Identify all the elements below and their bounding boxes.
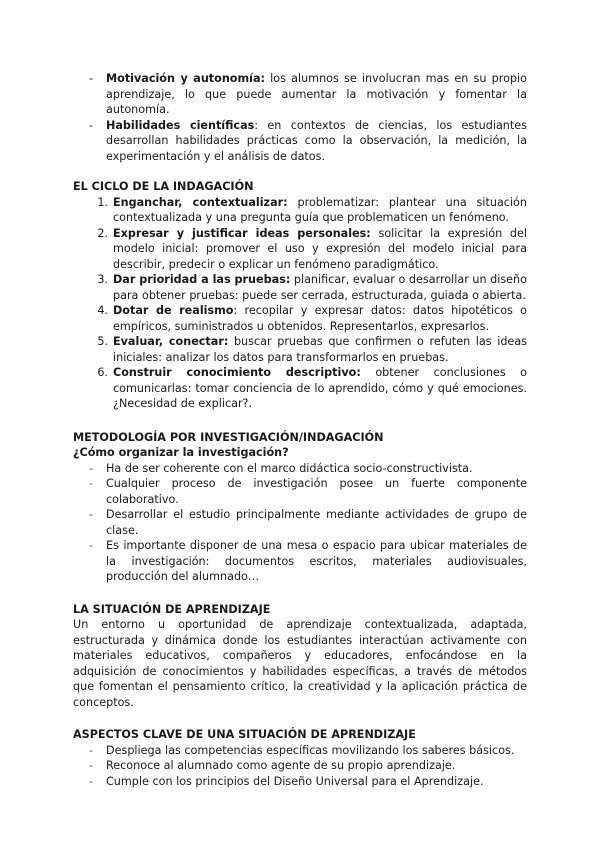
list-item [73,461,527,477]
list-item [73,507,527,538]
item-text: : en contextos de ciencias, los estudiantes desarrollan habilidades prácticas como la observación, la medición, la experimentación y el análisis de datos. [106,118,527,163]
item-text: Cualquier proceso de investigación posee un fuerte componente colaborativo. [106,477,527,506]
bullet-dash: - [89,72,94,85]
item-term: Dar prioridad a las pruebas: [113,273,291,286]
item-text: los alumnos se involucran mas en su propio aprendizaje, lo que puede aumentar la motivación y fomentar la autonomía. [106,72,527,116]
list-item [73,334,527,365]
item-term: Dotar de realismo [113,304,234,317]
bullet-dash: - [89,539,94,552]
list-item [73,476,527,507]
list-item [73,365,527,412]
item-term: Habilidades científicas [106,118,255,132]
bullet-dash: - [89,759,94,772]
item-term: Motivación y autonomía: [106,72,265,85]
list-item [73,118,527,165]
section-heading-methodology: METODOLOGÍA POR INVESTIGACIÓN/INDAGACIÓN [73,430,384,444]
list-item [73,195,527,226]
list-item [73,538,527,585]
bullet-dash: - [89,508,94,521]
item-term: Expresar y justificar ideas personales: [113,226,371,240]
bullet-dash: - [89,774,94,788]
item-number: 5. [97,335,108,348]
section-heading-situation: LA SITUACIÓN DE APRENDIZAJE [73,602,271,616]
bullet-dash: - [89,461,94,475]
list-item [73,743,527,759]
item-text: Cumple con los principios del Diseño Universal para el Aprendizaje. [106,774,484,788]
item-text: Reconoce al alumnado como agente de su propio aprendizaje. [106,759,456,772]
item-text: buscar pruebas que confirmen o refuten las ideas iniciales: analizar los datos para transformarlos en pruebas. [113,335,527,364]
item-term: Evaluar, conectar: [113,335,229,348]
item-number: 4. [97,304,108,317]
item-number: 3. [97,273,108,286]
item-term: Enganchar, contextualizar: [113,195,288,209]
list-item [73,303,527,334]
bullet-dash: - [89,118,94,132]
list-item [73,71,527,118]
section-subheading: ¿Cómo organizar la investigación? [73,446,289,459]
item-text: Desarrollar el estudio principalmente mediante actividades de grupo de clase. [106,508,527,537]
item-text: planificar, evaluar o desarrollar un diseño para obtener pruebas: puede ser cerrada, estructurada, guiada o abierta. [113,273,527,302]
item-text: Es importante disponer de una mesa o espacio para ubicar materiales de la investigación: documentos escritos, materiales audiovisuales, producción del alumnado… [106,539,527,583]
key-aspects-list [73,743,527,790]
item-text: Ha de ser coherente con el marco didáctica socio-constructivista. [106,461,473,475]
list-item [73,774,527,790]
list-item [73,272,527,303]
item-number: 2. [97,226,108,240]
item-number: 6. [97,366,108,379]
list-item [73,758,527,774]
methodology-list [73,461,527,585]
section-heading-key-aspects: ASPECTOS CLAVE DE UNA SITUACIÓN DE APRENDIZAJE [73,728,416,741]
situation-paragraph: Un entorno u oportunidad de aprendizaje contextualizada, adaptada, estructurada y dinámica donde los estudiantes interactúan activamente con materiales educativos, compañeros y educadores, enfocándose en la adquisición de conocimientos y habilidades específicas, a través de métodos que fomentan el pensamiento crítico, la creatividad y la aplicación práctica de conceptos. [73,618,527,709]
item-term: Construir conocimiento descriptivo: [113,366,361,379]
bullet-dash: - [89,743,94,757]
intro-list [73,71,527,164]
cycle-list [73,195,527,412]
item-text: Despliega las competencias específicas movilizando los saberes básicos. [106,743,515,757]
item-text: obtener conclusiones o comunicarlas: tomar conciencia de lo aprendido, cómo y qué emociones. ¿Necesidad de explicar?. [113,366,528,410]
item-text: problematizar: plantear una situación contextualizada y una pregunta guía que problematicen un fenómeno. [113,195,527,224]
item-text: solicitar la expresión del modelo inicial: promover el uso y expresión del modelo inicial para describir, predecir o explicar un fenómeno paradigmático. [113,226,527,271]
item-text: : recopilar y expresar datos: datos hipotéticos o empíricos, suministrados u obtenidos. Representarlos, expresarlos. [113,304,527,333]
item-number: 1. [97,195,108,209]
section-heading-cycle: EL CICLO DE LA INDAGACIÓN [73,180,254,193]
list-item [73,226,527,273]
bullet-dash: - [89,477,94,490]
